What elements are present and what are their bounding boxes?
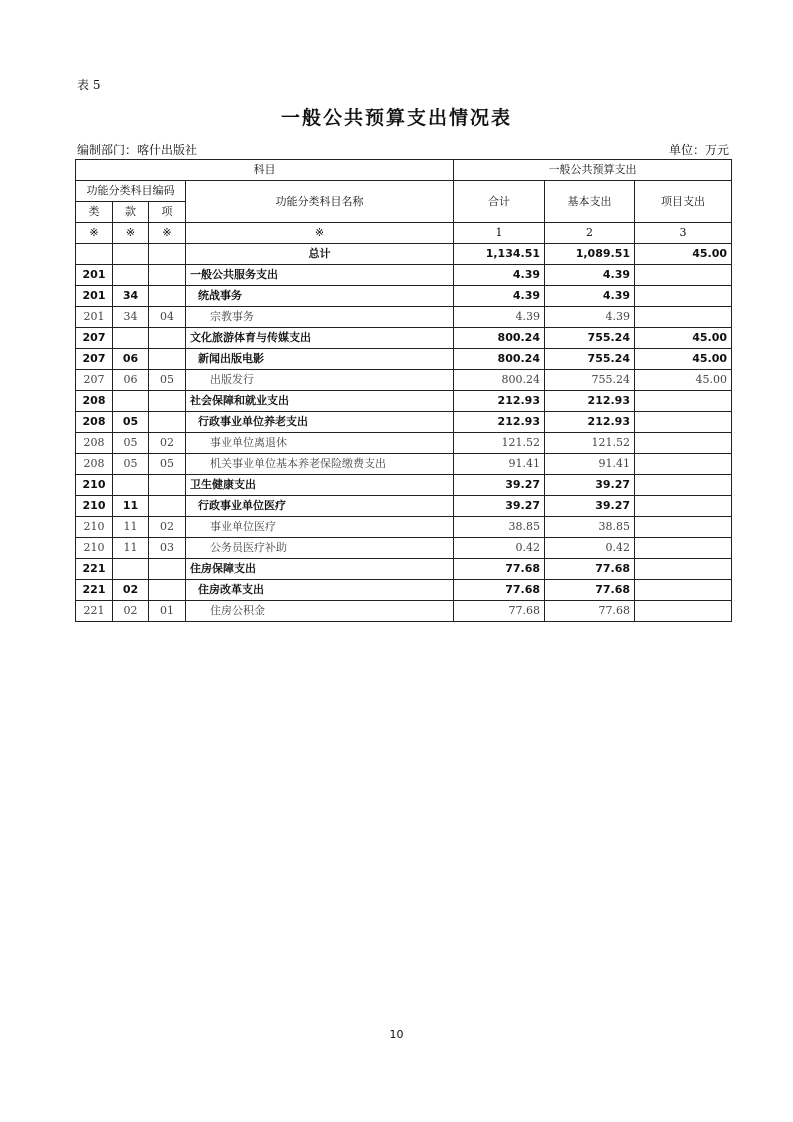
code-xiang-cell: 03: [149, 538, 186, 559]
total-cell: 212.93: [454, 391, 545, 412]
mark-cell: ※: [186, 223, 454, 244]
total-empty-cell: [149, 244, 186, 265]
subject-name-cell: 文化旅游体育与传媒支出: [186, 328, 454, 349]
code-xiang-cell: 05: [149, 370, 186, 391]
basic-cell: 755.24: [545, 328, 635, 349]
basic-cell: 91.41: [545, 454, 635, 475]
code-xiang-cell: 02: [149, 517, 186, 538]
project-cell: [635, 433, 732, 454]
basic-cell: 121.52: [545, 433, 635, 454]
total-cell: 39.27: [454, 496, 545, 517]
code-xiang-cell: 04: [149, 307, 186, 328]
header-lei: 类: [76, 202, 113, 223]
code-kuan-cell: 05: [113, 433, 149, 454]
header-row-2: [76, 181, 732, 202]
column-number-2: 2: [545, 223, 635, 244]
table-row: [76, 496, 732, 517]
basic-cell: 755.24: [545, 349, 635, 370]
code-kuan-cell: 05: [113, 454, 149, 475]
project-cell: [635, 286, 732, 307]
project-cell: [635, 265, 732, 286]
project-cell: [635, 538, 732, 559]
total-empty-cell: [113, 244, 149, 265]
code-xiang-cell: [149, 349, 186, 370]
project-cell: [635, 412, 732, 433]
code-kuan-cell: 06: [113, 370, 149, 391]
page-number: 10: [389, 1028, 404, 1041]
subject-name-cell: 住房公积金: [186, 601, 454, 622]
table-row: [76, 307, 732, 328]
code-xiang-cell: [149, 265, 186, 286]
header-general-budget: 一般公共预算支出: [454, 160, 732, 181]
project-cell: [635, 601, 732, 622]
basic-cell: 4.39: [545, 307, 635, 328]
code-lei-cell: 210: [76, 538, 113, 559]
subject-name-cell: 住房保障支出: [186, 559, 454, 580]
table-row: [76, 391, 732, 412]
project-cell: 45.00: [635, 349, 732, 370]
total-label: 总计: [186, 244, 454, 265]
project-cell: [635, 496, 732, 517]
basic-cell: 4.39: [545, 265, 635, 286]
code-lei-cell: 208: [76, 433, 113, 454]
total-cell: 77.68: [454, 601, 545, 622]
code-lei-cell: 208: [76, 391, 113, 412]
header-xiang: 项: [149, 202, 186, 223]
basic-cell: 755.24: [545, 370, 635, 391]
subject-name-cell: 宗教事务: [186, 307, 454, 328]
subject-name-cell: 行政事业单位养老支出: [186, 412, 454, 433]
code-lei-cell: 210: [76, 517, 113, 538]
code-lei-cell: 221: [76, 601, 113, 622]
total-cell: 212.93: [454, 412, 545, 433]
code-lei-cell: 207: [76, 370, 113, 391]
total-cell: 38.85: [454, 517, 545, 538]
header-code: 功能分类科目编码: [76, 181, 186, 202]
total-cell: 91.41: [454, 454, 545, 475]
total-row: [76, 244, 732, 265]
subject-name-cell: 事业单位离退休: [186, 433, 454, 454]
basic-cell: 38.85: [545, 517, 635, 538]
table-row: [76, 412, 732, 433]
total-basic: 1,089.51: [545, 244, 635, 265]
total-empty-cell: [76, 244, 113, 265]
subject-name-cell: 新闻出版电影: [186, 349, 454, 370]
code-xiang-cell: [149, 580, 186, 601]
code-kuan-cell: 34: [113, 307, 149, 328]
table-row: [76, 517, 732, 538]
subject-name-cell: 一般公共服务支出: [186, 265, 454, 286]
basic-cell: 39.27: [545, 496, 635, 517]
table-row: [76, 538, 732, 559]
code-kuan-cell: 02: [113, 580, 149, 601]
code-lei-cell: 207: [76, 328, 113, 349]
table-row: [76, 349, 732, 370]
total-cell: 77.68: [454, 559, 545, 580]
code-kuan-cell: 02: [113, 601, 149, 622]
subject-name-cell: 卫生健康支出: [186, 475, 454, 496]
code-xiang-cell: 05: [149, 454, 186, 475]
unit-label: 单位：万元: [668, 143, 729, 157]
table-number: 表 5: [77, 78, 101, 92]
total-cell: 4.39: [454, 265, 545, 286]
header-name: 功能分类科目名称: [186, 181, 454, 223]
total-sum: 1,134.51: [454, 244, 545, 265]
table-row: [76, 454, 732, 475]
header-row-marks: [76, 223, 732, 244]
mark-cell: ※: [76, 223, 113, 244]
project-cell: [635, 307, 732, 328]
code-lei-cell: 201: [76, 286, 113, 307]
basic-cell: 212.93: [545, 391, 635, 412]
code-xiang-cell: [149, 496, 186, 517]
subject-name-cell: 公务员医疗补助: [186, 538, 454, 559]
code-xiang-cell: [149, 559, 186, 580]
header-total: 合计: [454, 181, 545, 223]
department-label: 编制部门：喀什出版社: [77, 143, 198, 157]
code-kuan-cell: 06: [113, 349, 149, 370]
code-kuan-cell: 11: [113, 496, 149, 517]
header-project: 项目支出: [635, 181, 732, 223]
code-lei-cell: 210: [76, 475, 113, 496]
header-basic: 基本支出: [545, 181, 635, 223]
table-row: [76, 580, 732, 601]
code-xiang-cell: [149, 328, 186, 349]
project-cell: [635, 475, 732, 496]
basic-cell: 0.42: [545, 538, 635, 559]
total-cell: 121.52: [454, 433, 545, 454]
total-cell: 800.24: [454, 370, 545, 391]
code-kuan-cell: [113, 391, 149, 412]
code-xiang-cell: [149, 475, 186, 496]
code-xiang-cell: 02: [149, 433, 186, 454]
subject-name-cell: 机关事业单位基本养老保险缴费支出: [186, 454, 454, 475]
code-kuan-cell: [113, 559, 149, 580]
code-xiang-cell: [149, 391, 186, 412]
code-xiang-cell: [149, 412, 186, 433]
column-number-1: 1: [454, 223, 545, 244]
total-cell: 77.68: [454, 580, 545, 601]
code-kuan-cell: 05: [113, 412, 149, 433]
code-lei-cell: 207: [76, 349, 113, 370]
project-cell: [635, 580, 732, 601]
total-cell: 800.24: [454, 328, 545, 349]
project-cell: [635, 559, 732, 580]
code-kuan-cell: [113, 265, 149, 286]
total-cell: 0.42: [454, 538, 545, 559]
table-row: [76, 370, 732, 391]
project-cell: [635, 391, 732, 412]
code-lei-cell: 221: [76, 559, 113, 580]
basic-cell: 212.93: [545, 412, 635, 433]
code-lei-cell: 221: [76, 580, 113, 601]
code-kuan-cell: 34: [113, 286, 149, 307]
table-row: [76, 328, 732, 349]
code-kuan-cell: [113, 328, 149, 349]
code-xiang-cell: [149, 286, 186, 307]
mark-cell: ※: [149, 223, 186, 244]
budget-table: [75, 159, 732, 622]
project-cell: 45.00: [635, 370, 732, 391]
code-xiang-cell: 01: [149, 601, 186, 622]
total-project: 45.00: [635, 244, 732, 265]
column-number-3: 3: [635, 223, 732, 244]
total-cell: 39.27: [454, 475, 545, 496]
basic-cell: 4.39: [545, 286, 635, 307]
subject-name-cell: 住房改革支出: [186, 580, 454, 601]
total-cell: 4.39: [454, 307, 545, 328]
project-cell: 45.00: [635, 328, 732, 349]
project-cell: [635, 454, 732, 475]
code-lei-cell: 201: [76, 265, 113, 286]
table-row: [76, 286, 732, 307]
table-row: [76, 433, 732, 454]
subject-name-cell: 统战事务: [186, 286, 454, 307]
code-lei-cell: 208: [76, 412, 113, 433]
header-kuan: 款: [113, 202, 149, 223]
subject-name-cell: 事业单位医疗: [186, 517, 454, 538]
table-row: [76, 265, 732, 286]
code-kuan-cell: 11: [113, 538, 149, 559]
total-cell: 4.39: [454, 286, 545, 307]
code-kuan-cell: 11: [113, 517, 149, 538]
document-title: 一般公共预算支出情况表: [280, 107, 512, 129]
mark-cell: ※: [113, 223, 149, 244]
basic-cell: 77.68: [545, 580, 635, 601]
total-cell: 800.24: [454, 349, 545, 370]
table-row: [76, 475, 732, 496]
subject-name-cell: 行政事业单位医疗: [186, 496, 454, 517]
code-lei-cell: 201: [76, 307, 113, 328]
code-kuan-cell: [113, 475, 149, 496]
table-row: [76, 559, 732, 580]
basic-cell: 77.68: [545, 559, 635, 580]
project-cell: [635, 517, 732, 538]
subject-name-cell: 社会保障和就业支出: [186, 391, 454, 412]
header-subject: 科目: [76, 160, 454, 181]
table-row: [76, 601, 732, 622]
code-lei-cell: 210: [76, 496, 113, 517]
basic-cell: 39.27: [545, 475, 635, 496]
code-lei-cell: 208: [76, 454, 113, 475]
header-row-1: [76, 160, 732, 181]
subject-name-cell: 出版发行: [186, 370, 454, 391]
basic-cell: 77.68: [545, 601, 635, 622]
